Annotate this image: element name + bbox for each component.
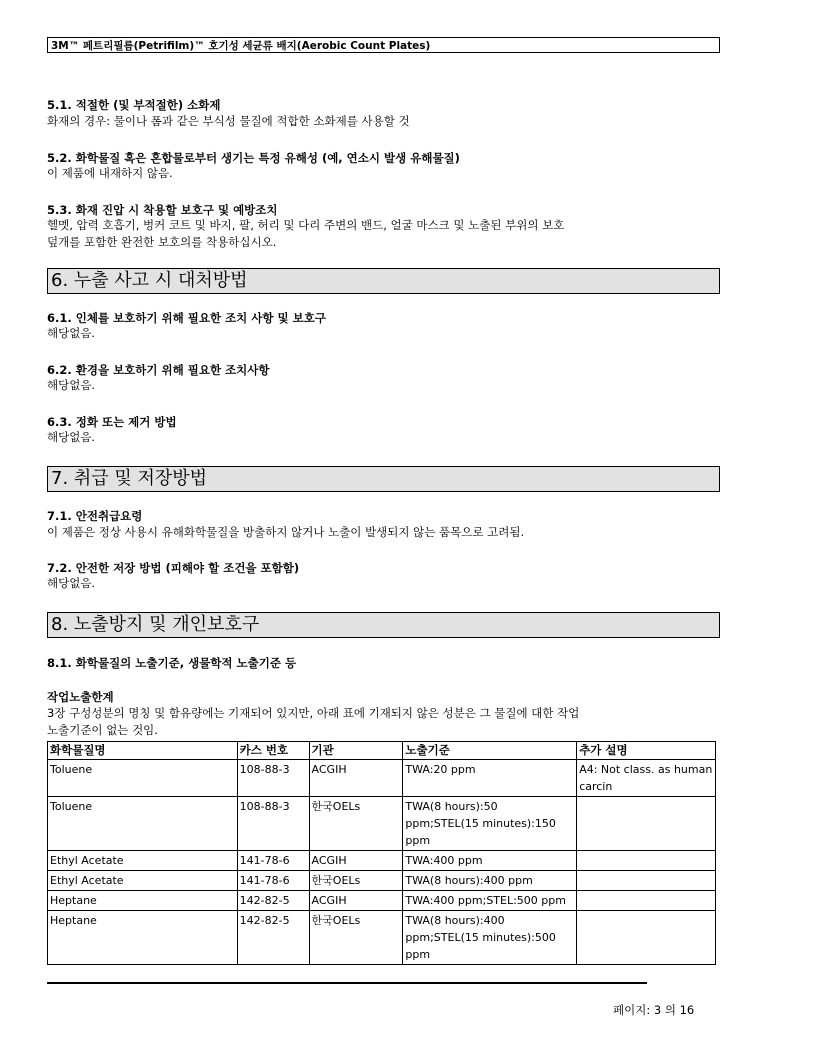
section-8-title: 8. 노출방지 및 개인보호구 [47,612,720,638]
table-header-cell: 추가 설명 [577,742,716,760]
document-header: 3M™ 페트리필름(Petrifilm)™ 호기성 세균류 배지(Aerobic Count Plates) [47,37,720,53]
heading-7-1: 7.1. 안전취급요령 [47,509,143,523]
exposure-limits-table [47,741,716,965]
heading-5-2: 5.2. 화학물질 혹은 혼합물로부터 생기는 특정 유해성 (예, 연소시 발생 유해물질) [47,151,460,165]
heading-6-3: 6.3. 정화 또는 제거 방법 [47,415,177,429]
table-row [48,797,716,851]
table-cell: 한국OELs [309,871,403,891]
table-cell: 108-88-3 [237,797,309,851]
text-7-1: 이 제품은 정상 사용시 유해화학물질을 방출하지 않거나 노출이 발생되지 않는 품목으로 고려됨. [47,525,525,539]
table-cell: 한국OELs [309,797,403,851]
table-cell: 108-88-3 [237,760,309,797]
heading-8-1: 8.1. 화학물질의 노출기준, 생물학적 노출기준 등 [47,656,297,670]
table-header-cell: 기관 [309,742,403,760]
table-cell: 142-82-5 [237,891,309,911]
table-cell: 한국OELs [309,911,403,965]
table-cell: Toluene [48,797,238,851]
footer-divider [47,982,647,984]
oel-text-line1: 3장 구성성분의 명칭 및 함유량에는 기재되어 있지만, 아래 표에 기재되지 않은 성분은 그 물질에 대한 작업 [47,706,580,720]
table-cell [577,797,716,851]
table-cell: TWA(8 hours):50 ppm;STEL(15 minutes):150 ppm [403,797,577,851]
table-cell: Ethyl Acetate [48,871,238,891]
table-cell: A4: Not class. as human carcin [577,760,716,797]
table-row [48,760,716,797]
oel-title: 작업노출한계 [47,690,114,704]
table-cell: 141-78-6 [237,851,309,871]
table-cell: TWA:400 ppm [403,851,577,871]
table-header-cell: 화학물질명 [48,742,238,760]
table-cell: ACGIH [309,891,403,911]
text-6-3: 해당없음. [47,430,96,444]
text-7-2: 해당없음. [47,576,96,590]
table-cell: TWA(8 hours):400 ppm;STEL(15 minutes):500 ppm [403,911,577,965]
table-cell: 141-78-6 [237,871,309,891]
table-cell: ACGIH [309,760,403,797]
heading-7-2: 7.2. 안전한 저장 방법 (피해야 할 조건을 포함함) [47,561,300,575]
table-header-row [48,742,716,760]
text-6-1: 해당없음. [47,326,96,340]
table-cell: 142-82-5 [237,911,309,965]
table-cell: Toluene [48,760,238,797]
text-6-2: 해당없음. [47,378,96,392]
table-cell [577,891,716,911]
text-5-1: 화재의 경우: 물이나 폼과 같은 부식성 물질에 적합한 소화제를 사용할 것 [47,114,410,128]
table-row [48,891,716,911]
table-cell: TWA:400 ppm;STEL:500 ppm [403,891,577,911]
text-5-2: 이 제품에 내재하지 않음. [47,166,173,180]
heading-6-2: 6.2. 환경을 보호하기 위해 필요한 조치사항 [47,363,270,377]
table-header-cell: 노출기준 [403,742,577,760]
table-row [48,871,716,891]
table-cell: Heptane [48,911,238,965]
text-5-3-line1: 헬멧, 압력 호흡기, 벙커 코트 및 바지, 팔, 허리 및 다리 주변의 밴드, 얼굴 마스크 및 노출된 부위의 보호 [47,218,565,232]
table-cell: Heptane [48,891,238,911]
table-cell [577,871,716,891]
table-cell: TWA:20 ppm [403,760,577,797]
heading-6-1: 6.1. 인체를 보호하기 위해 필요한 조치 사항 및 보호구 [47,311,326,325]
table-cell: ACGIH [309,851,403,871]
table-header-cell: 카스 번호 [237,742,309,760]
section-7-title: 7. 취급 및 저장방법 [47,466,720,492]
table-cell: Ethyl Acetate [48,851,238,871]
table-row [48,911,716,965]
heading-5-3: 5.3. 화재 진압 시 착용할 보호구 및 예방조치 [47,203,278,217]
text-5-3-line2: 덮개를 포함한 완전한 보호의를 착용하십시오. [47,235,277,249]
table-cell [577,851,716,871]
table-row [48,851,716,871]
section-6-title: 6. 누출 사고 시 대처방법 [47,268,720,294]
table-cell [577,911,716,965]
table-cell: TWA(8 hours):400 ppm [403,871,577,891]
oel-text-line2: 노출기준이 없는 것임. [47,723,158,737]
page-number: 페이지: 3 의 16 [613,1003,695,1017]
heading-5-1: 5.1. 적절한 (및 부적절한) 소화제 [47,98,221,112]
